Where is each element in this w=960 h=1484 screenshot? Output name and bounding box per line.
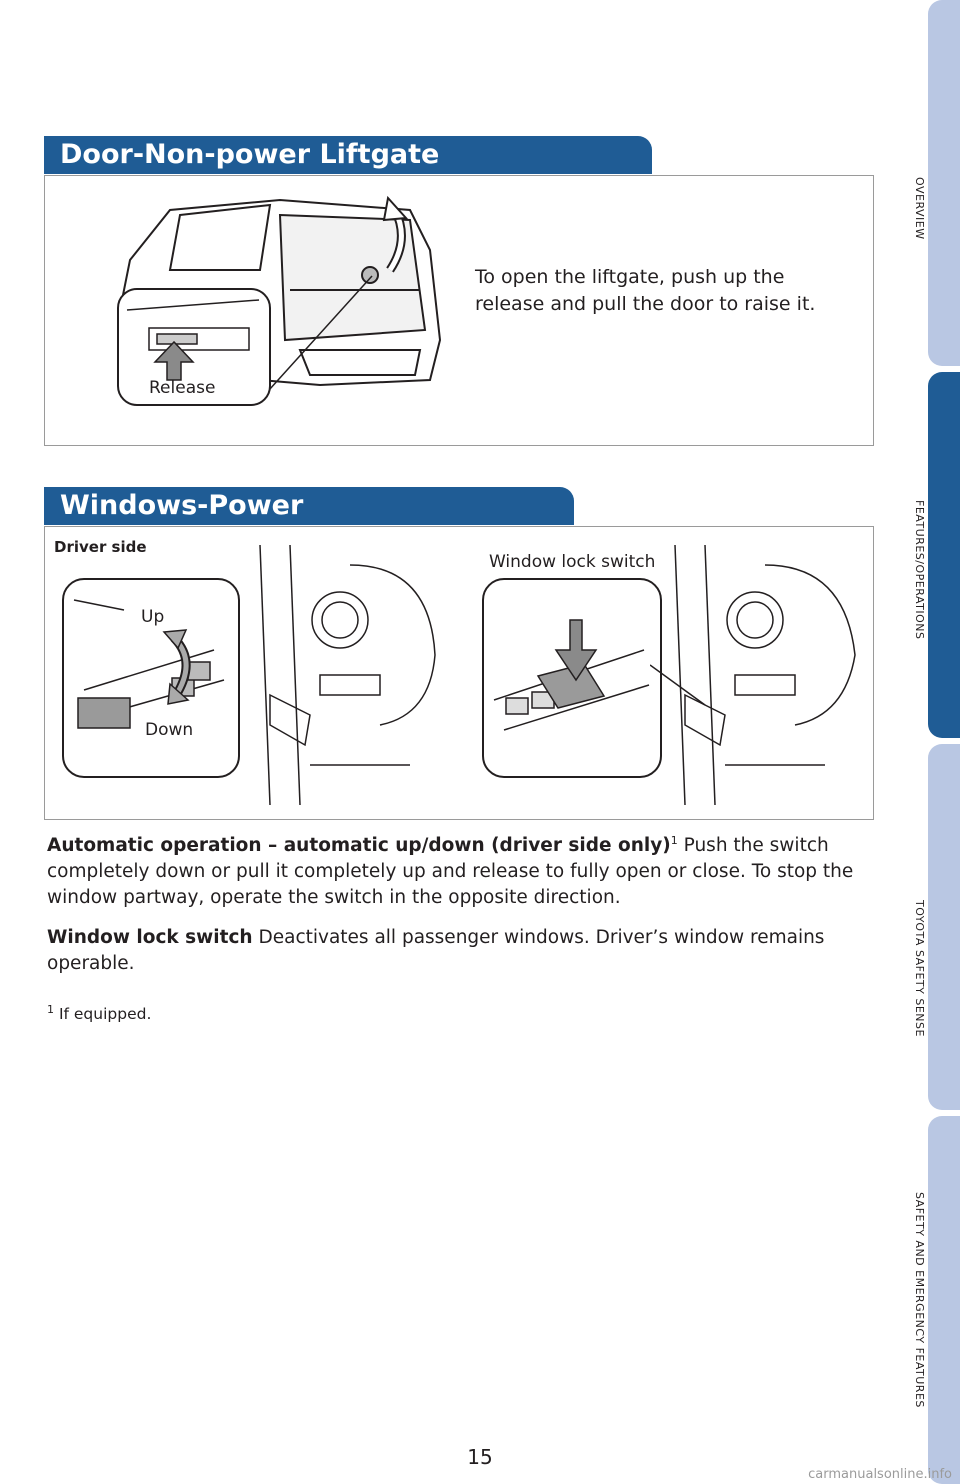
footnote (47, 1002, 152, 1023)
body-text (47, 833, 867, 991)
tab-features-operations[interactable] (928, 372, 960, 738)
pointer-lines (650, 660, 710, 710)
footnote-text: If equipped. (58, 1005, 152, 1023)
watermark: carmanualsonline.info (808, 1467, 952, 1482)
tab-label-toyota-safety-sense: TOYOTA SAFETY SENSE (913, 899, 926, 1037)
window-lock-inset (482, 578, 662, 778)
push-up-arrow-icon (155, 342, 193, 380)
driver-side-label: Driver side (54, 538, 147, 556)
tab-label-features-operations: FEATURES/OPERATIONS (913, 500, 926, 640)
auto-operation-paragraph (47, 833, 867, 911)
windows-section-title: Windows-Power (44, 487, 574, 525)
driver-door-illustration (230, 545, 440, 805)
auto-operation-heading: Automatic operation – automatic up/down (driver side only) (47, 835, 671, 856)
tab-label-safety-emergency: SAFETY AND EMERGENCY FEATURES (913, 1192, 926, 1408)
window-lock-switch-label: Window lock switch (489, 552, 656, 572)
window-lock-paragraph (47, 925, 867, 977)
liftgate-section-title: Door-Non-power Liftgate (44, 136, 652, 174)
page-number: 15 (467, 1445, 493, 1469)
window-lock-text: Deactivates all passenger windows. Driver’s window remains operable. (47, 927, 825, 974)
tab-overview[interactable] (928, 0, 960, 366)
auto-operation-text: Push the switch completely down or pull it completely up and release to fully open or close. To stop the window partway, operate the switch in the opposite direction. (47, 835, 854, 908)
liftgate-caption: To open the liftgate, push up the release and pull the door to raise it. (475, 266, 816, 315)
window-lock-switch-icon (484, 580, 659, 775)
down-label: Down (145, 720, 194, 740)
window-lock-heading: Window lock switch (47, 927, 253, 948)
auto-operation-footnote-ref: 1 (670, 833, 678, 847)
tab-safety-emergency[interactable] (928, 1116, 960, 1484)
tab-toyota-safety-sense[interactable] (928, 744, 960, 1110)
release-label: Release (149, 378, 216, 398)
up-label: Up (141, 607, 165, 627)
tab-label-overview: OVERVIEW (913, 176, 926, 240)
footnote-marker: 1 (47, 1002, 54, 1016)
